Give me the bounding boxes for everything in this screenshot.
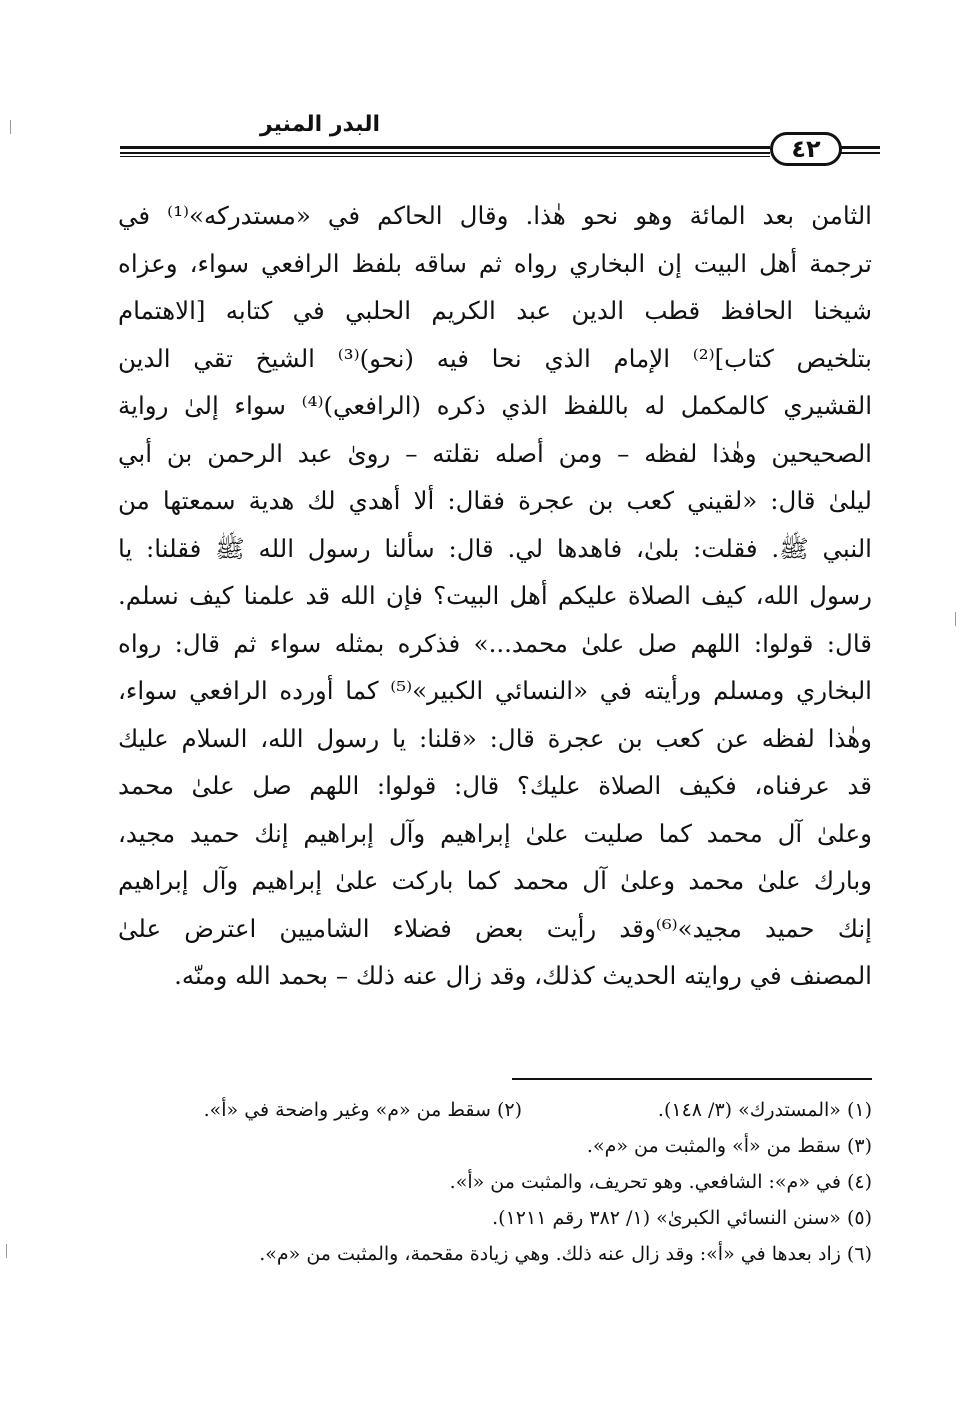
text-line: بتلخيص كتاب]⁽²⁾ الإمام الذي نحا فيه (نحو)⁽³⁾ الشيخ تقي الدين [118,343,872,373]
text-line: الصحيحين وهٰذا لفظه – ومن أصله نقلته – رویٰ عبد الرحمن بن أبي [118,438,872,468]
header-rule [120,156,770,157]
main-text [118,192,872,1000]
text-line: ترجمة أهل البيت إن البخاري رواه ثم ساقه بلفظ الرافعي سواء، وعزاه [118,248,872,278]
footnote-row [118,1092,872,1128]
page-header [120,112,880,172]
header-rule [120,146,770,149]
text-line: وعلىٰ آل محمد كما صليت علىٰ إبراهيم وآل إبراهيم إنك حميد مجيد، [118,818,872,848]
header-rule [840,152,880,154]
scan-mark [10,120,11,134]
text-line: إنك حميد مجيد»⁽⁶⁾وقد رأيت بعض فضلاء الشاميين اعترض علىٰ [118,913,872,943]
footnote-2: (٢) سقط من «م» وغير واضحة في «أ». [203,1099,522,1121]
running-title: البدر المنير [259,112,380,137]
text-line: النبي ﷺ. فقلت: بلیٰ، فاهدها لي. قال: سألنا رسول الله ﷺ فقلنا: يا [118,533,872,563]
text-line: قد عرفناه، فكيف الصلاة عليك؟ قال: قولوا: اللهم صل علىٰ محمد [118,771,872,800]
text-line: شيخنا الحافظ قطب الدين عبد الكريم الحلبي في كتابه [الاهتمام [118,296,872,325]
text-line: ليلیٰ قال: «لقيني كعب بن عجرة فقال: ألا أهدي لك هدية سمعتها من [118,486,872,515]
text-line: الثامن بعد المائة وهو نحو هٰذا. وقال الحاكم في «مستدركه»⁽¹⁾ في [118,201,872,230]
text-line: القشيري كالمكمل له باللفظ الذي ذكره (الرافعي)⁽⁴⁾ سواء إلىٰ رواية [118,391,872,420]
footnote-5: (٥) «سنن النسائي الكبرىٰ» (١/ ٣٨٢ رقم ١٢١١). [492,1207,872,1229]
scan-mark [955,612,956,626]
header-rule [120,152,770,154]
text-line: وبارك علىٰ محمد وعلىٰ آل محمد كما باركت علىٰ إبراهيم وآل إبراهيم [118,866,872,895]
page-number: ٤٢ [770,132,842,166]
text-line: المصنف في روايته الحديث كذلك، وقد زال عنه ذلك – بحمد الله ومنّه. [174,961,872,990]
footnote-3: (٣) سقط من «أ» والمثبت من «م». [586,1135,872,1157]
footnote-1: (١) «المستدرك» (٣/ ١٤٨). [657,1099,872,1121]
text-line: وهٰذا لفظه عن كعب بن عجرة قال: «قلنا: يا رسول الله، السلام عليك [118,723,872,753]
scan-mark [6,1244,7,1258]
text-line: قال: قولوا: اللهم صل علىٰ محمد...» فذكره بمثله سواء ثم قال: رواه [118,628,872,658]
footnote-4: (٤) في «م»: الشافعي. وهو تحريف، والمثبت من «أ». [449,1171,872,1193]
footnote-6: (٦) زاد بعدها في «أ»: وقد زال عنه ذلك. وهي زيادة مقحمة، والمثبت من «م». [259,1243,872,1265]
footnotes [118,1092,872,1272]
text-line: البخاري ومسلم ورأيته في «النسائي الكبير»⁽⁵⁾ كما أورده الرافعي سواء، [118,676,872,705]
text-line: رسول الله، كيف الصلاة عليكم أهل البيت؟ فإن الله قد علمنا كيف نسلم. [118,581,872,610]
header-rule [840,146,880,149]
footnote-separator [512,1078,872,1080]
